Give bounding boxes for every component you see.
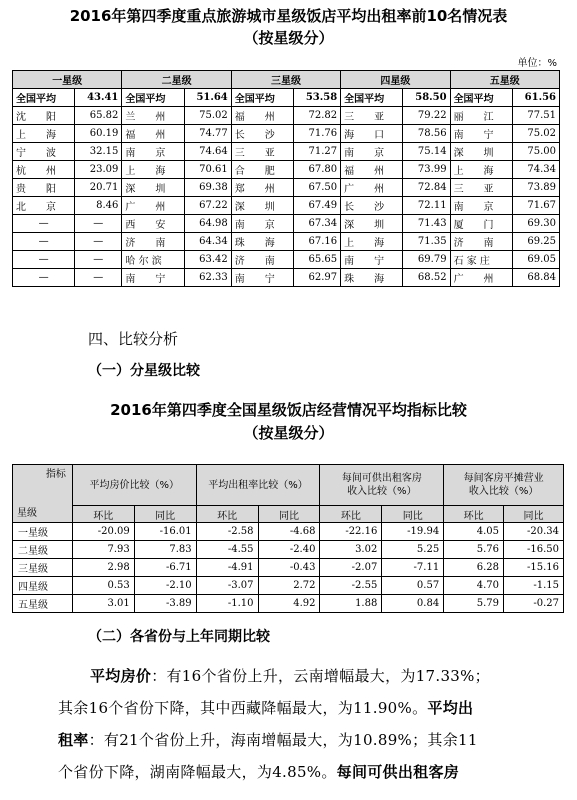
city-cell: — [13, 215, 75, 233]
indicator-value: -0.43 [258, 559, 320, 577]
yoy-header: 同比 [258, 506, 320, 523]
indicator-value: -15.16 [504, 559, 564, 577]
paragraph-line-3 [58, 724, 558, 756]
rate-cell: 61.56 [512, 89, 559, 107]
indicator-value: 0.57 [382, 577, 444, 595]
indicator-value: -16.01 [134, 523, 196, 541]
city-cell: 济 南 [231, 251, 293, 269]
city-cell: 福 州 [341, 161, 403, 179]
table2-subtitle: （按星级分） [243, 424, 334, 442]
operating-indicators-table [12, 464, 564, 613]
city-cell: 南 京 [122, 143, 184, 161]
rate-cell: 64.98 [184, 215, 231, 233]
city-cell: 南 宁 [122, 269, 184, 287]
city-cell: — [13, 233, 75, 251]
rate-cell: 71.76 [294, 125, 341, 143]
indicator-value: 5.76 [444, 541, 504, 559]
city-cell: 深 圳 [122, 179, 184, 197]
city-cell: 深 圳 [341, 215, 403, 233]
indicator-value: -2.07 [320, 559, 382, 577]
city-cell: 南 京 [231, 215, 293, 233]
city-cell: 北 京 [13, 197, 75, 215]
city-cell: 珠 海 [231, 233, 293, 251]
city-cell: 上 海 [122, 161, 184, 179]
section-heading: 四、比较分析 [88, 330, 179, 348]
star-level-header: 二星级 [122, 71, 231, 89]
rate-cell: 71.43 [403, 215, 450, 233]
city-cell: 南 京 [341, 143, 403, 161]
city-cell: 深 圳 [450, 143, 512, 161]
table-row [13, 523, 564, 541]
table-row [13, 269, 560, 287]
table-row [13, 595, 564, 613]
rate-cell: 62.33 [184, 269, 231, 287]
mom-header: 环比 [196, 506, 258, 523]
rate-cell: 62.97 [294, 269, 341, 287]
city-cell: 深 圳 [231, 197, 293, 215]
star-level-header: 三星级 [231, 71, 340, 89]
rate-cell: 69.30 [512, 215, 559, 233]
rate-cell: 69.79 [403, 251, 450, 269]
group-header-revenue-line1: 每间客房平摊营业 [463, 473, 544, 484]
rate-cell: 67.16 [294, 233, 341, 251]
indicator-value: -1.15 [504, 577, 564, 595]
rate-cell: 77.51 [512, 107, 559, 125]
term-avg-occupancy-start: 平均出 [427, 699, 474, 717]
table2-subheader-row [13, 506, 564, 523]
table-row [13, 107, 560, 125]
rate-cell: 72.11 [403, 197, 450, 215]
indicator-value: 4.92 [258, 595, 320, 613]
table-row [13, 233, 560, 251]
rate-cell: 20.71 [75, 179, 122, 197]
rate-cell: 79.22 [403, 107, 450, 125]
rate-cell: 74.64 [184, 143, 231, 161]
mom-header: 环比 [320, 506, 382, 523]
indicator-value: 5.79 [444, 595, 504, 613]
rate-cell: 51.64 [184, 89, 231, 107]
rate-cell: — [75, 269, 122, 287]
indicator-value: -20.09 [72, 523, 134, 541]
group-header-revenue-line2: 收入比较（%） [468, 486, 539, 497]
paragraph-text: ：有16个省份上升，云南增幅最大，为17.33%； [151, 667, 490, 685]
indicator-value: -7.11 [382, 559, 444, 577]
indicator-value: 4.70 [444, 577, 504, 595]
rate-cell: 71.67 [512, 197, 559, 215]
city-cell: 西 安 [122, 215, 184, 233]
table1-unit: 单位：% [517, 58, 557, 69]
table-row [13, 125, 560, 143]
national-average-row [13, 89, 560, 107]
rate-cell: 32.15 [75, 143, 122, 161]
hotel-occupancy-top10-table [12, 70, 560, 287]
group-header-occupancy: 平均出租率比较（%） [196, 465, 320, 506]
rate-cell: — [75, 233, 122, 251]
mom-header: 环比 [444, 506, 504, 523]
star-level-label: 一星级 [13, 523, 73, 541]
term-revpar: 每间可供出租客房 [336, 763, 460, 781]
rate-cell: 69.38 [184, 179, 231, 197]
city-cell: 南 宁 [450, 125, 512, 143]
city-cell: 丽 江 [450, 107, 512, 125]
city-cell: 广 州 [341, 179, 403, 197]
province-comparison-paragraph [58, 660, 558, 788]
rate-cell: 75.00 [512, 143, 559, 161]
city-cell: 广 州 [122, 197, 184, 215]
rate-cell: 67.50 [294, 179, 341, 197]
group-header-room-price: 平均房价比较（%） [72, 465, 196, 506]
table-row [13, 215, 560, 233]
star-level-label: 四星级 [13, 577, 73, 595]
city-cell: 郑 州 [231, 179, 293, 197]
table-row [13, 161, 560, 179]
indicator-value: 7.93 [72, 541, 134, 559]
term-avg-room-price: 平均房价 [90, 667, 152, 685]
city-cell: 三 亚 [341, 107, 403, 125]
indicator-value: 2.98 [72, 559, 134, 577]
city-cell: 全国平均 [231, 89, 293, 107]
table-row [13, 577, 564, 595]
indicator-value: -6.71 [134, 559, 196, 577]
table2-corner-cell [13, 465, 73, 523]
rate-cell: — [75, 251, 122, 269]
rate-cell: 67.80 [294, 161, 341, 179]
yoy-header: 同比 [504, 506, 564, 523]
group-header-revpar [320, 465, 444, 506]
city-cell: 海 口 [341, 125, 403, 143]
city-cell: 哈 尔 滨 [122, 251, 184, 269]
paragraph-line-1 [90, 660, 558, 692]
city-cell: — [13, 251, 75, 269]
city-cell: 石 家 庄 [450, 251, 512, 269]
table-row [13, 143, 560, 161]
table1-subtitle: （按星级分） [243, 29, 334, 47]
city-cell: 福 州 [122, 125, 184, 143]
table2-title: 2016年第四季度全国星级饭店经营情况平均指标比较 [110, 401, 467, 419]
rate-cell: 75.02 [512, 125, 559, 143]
term-avg-occupancy-end: 租率 [58, 731, 89, 749]
indicator-value: 7.83 [134, 541, 196, 559]
rate-cell: 67.49 [294, 197, 341, 215]
city-cell: 珠 海 [341, 269, 403, 287]
indicator-value: 0.53 [72, 577, 134, 595]
table-row [13, 251, 560, 269]
star-level-header: 四星级 [341, 71, 450, 89]
indicator-value: 3.01 [72, 595, 134, 613]
indicator-value: -2.55 [320, 577, 382, 595]
corner-label-indicator: 指标 [45, 469, 66, 480]
city-cell: 上 海 [341, 233, 403, 251]
city-cell: 广 州 [450, 269, 512, 287]
indicator-value: -4.68 [258, 523, 320, 541]
city-cell: 沈 阳 [13, 107, 75, 125]
rate-cell: 69.25 [512, 233, 559, 251]
city-cell: 上 海 [450, 161, 512, 179]
rate-cell: 75.14 [403, 143, 450, 161]
rate-cell: 67.34 [294, 215, 341, 233]
indicator-value: -22.16 [320, 523, 382, 541]
rate-cell: 71.27 [294, 143, 341, 161]
rate-cell: 75.02 [184, 107, 231, 125]
star-level-header: 一星级 [13, 71, 122, 89]
city-cell: 济 南 [450, 233, 512, 251]
indicator-value: 2.72 [258, 577, 320, 595]
indicator-value: -20.34 [504, 523, 564, 541]
city-cell: 厦 门 [450, 215, 512, 233]
paragraph-text: ：有21个省份上升，海南增幅最大，为10.89%；其余11 [88, 731, 478, 749]
rate-cell: 71.35 [403, 233, 450, 251]
indicator-value: -3.89 [134, 595, 196, 613]
paragraph-line-2 [58, 692, 558, 724]
city-cell: 杭 州 [13, 161, 75, 179]
city-cell: 合 肥 [231, 161, 293, 179]
subsection-heading-1: （一）分星级比较 [88, 363, 200, 379]
subsection-heading-2: （二）各省份与上年同期比较 [88, 629, 270, 645]
city-cell: 济 南 [122, 233, 184, 251]
rate-cell: 23.09 [75, 161, 122, 179]
table-row [13, 179, 560, 197]
group-header-revenue-per-room [444, 465, 564, 506]
city-cell: 长 沙 [231, 125, 293, 143]
rate-cell: 72.84 [403, 179, 450, 197]
city-cell: 南 京 [450, 197, 512, 215]
yoy-header: 同比 [134, 506, 196, 523]
indicator-value: -2.10 [134, 577, 196, 595]
indicator-value: -1.10 [196, 595, 258, 613]
city-cell: 全国平均 [341, 89, 403, 107]
indicator-value: -3.07 [196, 577, 258, 595]
star-level-label: 二星级 [13, 541, 73, 559]
rate-cell: 73.99 [403, 161, 450, 179]
indicator-value: 5.25 [382, 541, 444, 559]
rate-cell: 65.82 [75, 107, 122, 125]
city-cell: 兰 州 [122, 107, 184, 125]
mom-header: 环比 [72, 506, 134, 523]
rate-cell: 70.61 [184, 161, 231, 179]
rate-cell: 65.65 [294, 251, 341, 269]
rate-cell: 53.58 [294, 89, 341, 107]
star-level-label: 五星级 [13, 595, 73, 613]
indicator-value: -4.55 [196, 541, 258, 559]
rate-cell: 43.41 [75, 89, 122, 107]
city-cell: 三 亚 [450, 179, 512, 197]
indicator-value: -2.40 [258, 541, 320, 559]
group-header-revpar-line2: 收入比较（%） [347, 486, 417, 497]
rate-cell: 72.82 [294, 107, 341, 125]
table1-header-row [13, 71, 560, 89]
indicator-value: -19.94 [382, 523, 444, 541]
star-level-header: 五星级 [450, 71, 559, 89]
paragraph-text: 其余16个省份下降，其中西藏降幅最大，为11.90%。 [58, 699, 428, 717]
rate-cell: 63.42 [184, 251, 231, 269]
table-row [13, 197, 560, 215]
city-cell: 宁 波 [13, 143, 75, 161]
city-cell: 长 沙 [341, 197, 403, 215]
rate-cell: 74.77 [184, 125, 231, 143]
indicator-value: 4.05 [444, 523, 504, 541]
rate-cell: 73.89 [512, 179, 559, 197]
rate-cell: 58.50 [403, 89, 450, 107]
city-cell: — [13, 269, 75, 287]
city-cell: 全国平均 [122, 89, 184, 107]
table-row [13, 541, 564, 559]
indicator-value: 1.88 [320, 595, 382, 613]
rate-cell: 78.56 [403, 125, 450, 143]
city-cell: 南 宁 [341, 251, 403, 269]
city-cell: 福 州 [231, 107, 293, 125]
paragraph-text: 个省份下降，湖南降幅最大，为4.85%。 [58, 763, 337, 781]
rate-cell: 64.34 [184, 233, 231, 251]
indicator-value: 3.02 [320, 541, 382, 559]
star-level-label: 三星级 [13, 559, 73, 577]
city-cell: 上 海 [13, 125, 75, 143]
table1-title: 2016年第四季度重点旅游城市星级饭店平均出租率前10名情况表 [69, 7, 508, 25]
indicator-value: 0.84 [382, 595, 444, 613]
group-header-revpar-line1: 每间可供出租客房 [341, 473, 422, 484]
corner-label-star: 星级 [17, 508, 37, 519]
indicator-value: -0.27 [504, 595, 564, 613]
rate-cell: 8.46 [75, 197, 122, 215]
indicator-value: -2.58 [196, 523, 258, 541]
city-cell: 全国平均 [450, 89, 512, 107]
indicator-value: 6.28 [444, 559, 504, 577]
yoy-header: 同比 [382, 506, 444, 523]
rate-cell: 67.22 [184, 197, 231, 215]
indicator-value: -4.91 [196, 559, 258, 577]
rate-cell: 69.05 [512, 251, 559, 269]
rate-cell: 68.52 [403, 269, 450, 287]
table-row [13, 559, 564, 577]
city-cell: 全国平均 [13, 89, 75, 107]
paragraph-line-4 [58, 756, 558, 788]
city-cell: 三 亚 [231, 143, 293, 161]
city-cell: 南 宁 [231, 269, 293, 287]
city-cell: 贵 阳 [13, 179, 75, 197]
rate-cell: 60.19 [75, 125, 122, 143]
rate-cell: 68.84 [512, 269, 559, 287]
rate-cell: 74.34 [512, 161, 559, 179]
rate-cell: — [75, 215, 122, 233]
indicator-value: -16.50 [504, 541, 564, 559]
